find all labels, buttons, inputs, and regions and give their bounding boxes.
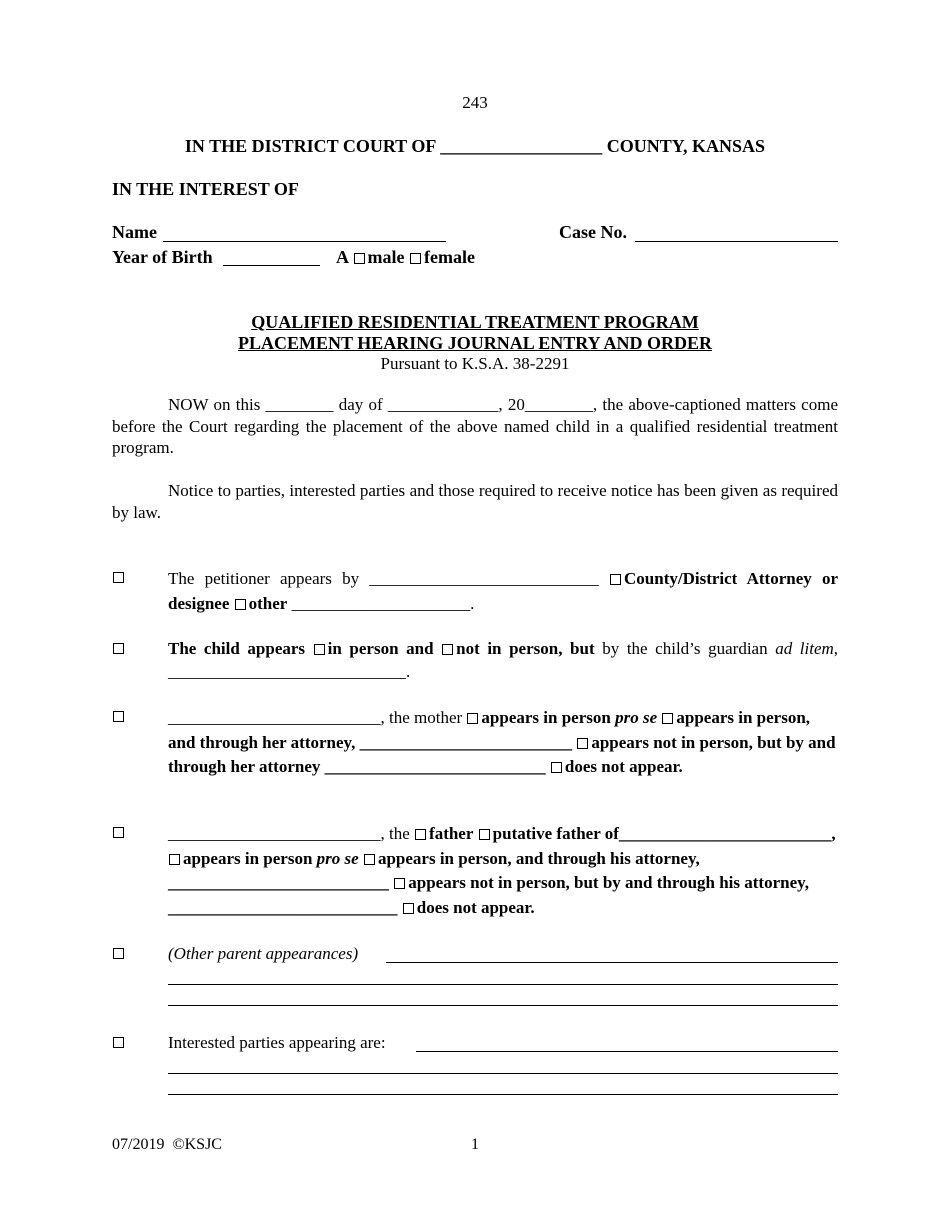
female-checkbox[interactable]	[410, 253, 421, 264]
petitioner-other-label: other	[248, 593, 288, 613]
father-appears-label: appears in person	[183, 848, 313, 868]
father-pro-se-label: pro se	[316, 848, 359, 868]
page-number: 1	[471, 1136, 479, 1153]
mother-name-blank: _________________________, the mother	[168, 708, 467, 727]
gender-prefix: A	[336, 247, 349, 267]
putative-father-label: putative father of_________________________,	[492, 824, 836, 843]
interested-parties-checkbox[interactable]	[113, 1037, 127, 1051]
other-parent-field-2[interactable]	[168, 984, 838, 985]
in-the-interest-of: IN THE INTEREST OF	[112, 179, 299, 199]
case-no-label: Case No.	[559, 222, 627, 242]
other-parent-field-3[interactable]	[168, 1005, 838, 1006]
other-parent-label: (Other parent appearances)	[168, 944, 359, 963]
petitioner-checkbox[interactable]	[113, 572, 127, 586]
child-appears-label: The child appears	[168, 639, 313, 658]
court-caption: IN THE DISTRICT COURT OF __________________ COUNTY, KANSAS	[184, 136, 766, 156]
county-attorney-label: County/District Attorney or designee	[168, 569, 838, 613]
footer-date: 07/2019	[112, 1136, 165, 1153]
ad-litem-text: ad litem	[775, 639, 834, 658]
title-line-2: PLACEMENT HEARING JOURNAL ENTRY AND ORDER	[238, 333, 712, 353]
footer-copyright: ©KSJC	[172, 1136, 222, 1153]
child-paragraph	[168, 638, 838, 683]
name-label: Name	[112, 222, 157, 242]
mother-with-attorney-checkbox[interactable]	[662, 713, 673, 724]
female-label: female	[424, 247, 475, 267]
father-name-blank: _________________________, the	[168, 824, 415, 843]
mother-checkbox[interactable]	[113, 711, 127, 725]
other-parent-checkbox[interactable]	[113, 948, 127, 962]
mother-appears-label: appears in person	[481, 708, 611, 727]
child-not-in-person-label: not in person, but	[456, 639, 595, 658]
petitioner-text: The petitioner appears by ___________________________	[168, 569, 610, 588]
father-pro-se-checkbox[interactable]	[169, 854, 180, 865]
notice-paragraph: Notice to parties, interested parties and those required to receive notice has been given as required by law.	[112, 481, 838, 522]
interested-parties-field-2[interactable]	[168, 1073, 838, 1074]
title-statute: Pursuant to K.S.A. 38-2291	[380, 354, 570, 373]
page-ref: 243	[462, 93, 488, 112]
petitioner-other-checkbox[interactable]	[235, 599, 246, 610]
gender-choice	[336, 245, 475, 269]
male-label: male	[367, 247, 405, 267]
child-not-in-person-checkbox[interactable]	[442, 644, 453, 655]
mother-does-not-appear-label: does not appear.	[564, 757, 683, 776]
mother-with-attorney-label: appears in person, and through her attorney, _________________________	[168, 708, 811, 752]
mother-pro-se-label: pro se	[615, 708, 658, 727]
child-in-person-checkbox[interactable]	[314, 644, 325, 655]
male-checkbox[interactable]	[354, 253, 365, 264]
father-with-attorney-checkbox[interactable]	[364, 854, 375, 865]
petitioner-paragraph	[168, 567, 838, 616]
title-line-1: QUALIFIED RESIDENTIAL TREATMENT PROGRAM	[251, 312, 699, 332]
mother-pro-se-checkbox[interactable]	[467, 713, 478, 724]
putative-father-checkbox[interactable]	[479, 829, 490, 840]
father-not-in-person-label: appears not in person, but by and through his attorney, ___________________________	[168, 873, 809, 917]
child-gal-blank: , ____________________________.	[168, 639, 839, 681]
mother-not-in-person-checkbox[interactable]	[577, 738, 588, 749]
father-does-not-appear-checkbox[interactable]	[403, 903, 414, 914]
child-gal-text: by the child’s guardian	[594, 639, 776, 658]
name-field[interactable]	[163, 241, 446, 242]
father-not-in-person-checkbox[interactable]	[394, 878, 405, 889]
other-parent-field-1[interactable]	[386, 962, 838, 963]
mother-does-not-appear-checkbox[interactable]	[551, 762, 562, 773]
father-with-attorney-label: appears in person, and through his attorney, __________________________	[168, 848, 700, 892]
interested-parties-label: Interested parties appearing are:	[168, 1033, 386, 1052]
father-does-not-appear-label: does not appear.	[416, 897, 535, 917]
interested-parties-field-1[interactable]	[416, 1051, 838, 1052]
mother-not-in-person-label: appears not in person, but by and through her attorney __________________________	[168, 732, 836, 776]
interested-parties-field-3[interactable]	[168, 1094, 838, 1095]
petitioner-other-blank: _____________________.	[287, 593, 475, 613]
child-checkbox[interactable]	[113, 643, 127, 657]
case-no-field[interactable]	[635, 241, 838, 242]
father-paragraph	[168, 822, 838, 920]
intro-paragraph: NOW on this ________ day of _____________, 20________, the above-captioned matters come before the Court regarding the placement of the above named child in a qualified residential treatment program.	[112, 395, 838, 457]
father-label: father	[429, 824, 474, 843]
county-attorney-checkbox[interactable]	[610, 574, 621, 585]
child-in-person-label: in person and	[327, 639, 434, 658]
father-checkbox-option[interactable]	[415, 829, 426, 840]
mother-paragraph	[168, 706, 838, 780]
father-checkbox[interactable]	[113, 827, 127, 841]
year-of-birth-field[interactable]	[223, 265, 320, 266]
year-of-birth-label: Year of Birth	[112, 247, 213, 267]
